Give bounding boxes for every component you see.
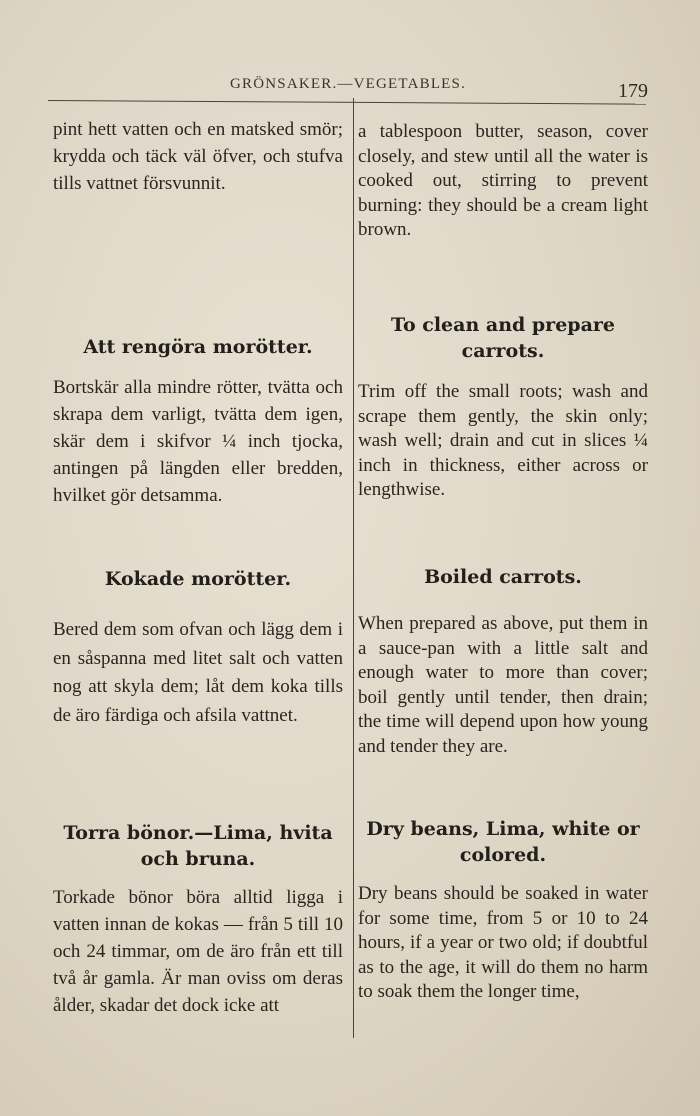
left-section-dry-beans xyxy=(53,820,343,872)
right-section-boiled-carrots xyxy=(358,564,648,590)
left-intro-block xyxy=(53,116,343,197)
left-section-boiled-carrots xyxy=(53,566,343,592)
running-head: GRÖNSAKER.—VEGETABLES. xyxy=(230,76,467,92)
left-intro-text: pint hett vatten och en matsked smör; krydda och täck väl öfver, och stufva tills vattnet försvunnit. xyxy=(53,119,343,194)
page-header xyxy=(48,74,652,104)
page-number: 179 xyxy=(618,80,648,102)
left-text-dry-beans: Torkade bönor böra alltid ligga i vatten innan de kokas — från 5 till 10 och 24 timmar, om de äro från ett till två år gamla. Är man oviss om deras ålder, skadar det dock icke att xyxy=(53,887,343,1016)
right-section-dry-beans xyxy=(358,816,648,868)
left-section-carrots-clean xyxy=(53,334,343,360)
left-text-boiled-carrots: Bered dem som ofvan och lägg dem i en såspanna med litet salt och vatten nog att skyla dem; låt dem koka tills de äro färdiga och afsila vattnet. xyxy=(53,619,343,726)
right-section-carrots-clean xyxy=(358,312,648,364)
right-heading-dry-beans: Dry beans, Lima, white or colored. xyxy=(366,818,640,866)
right-section-dry-beans-body xyxy=(358,882,648,1005)
right-text-dry-beans: Dry beans should be soaked in water for some time, from 5 or 10 to 24 hours, if a year or two old; if doubtful as to the age, it will do them no harm to soak them the longer time, xyxy=(358,883,648,1002)
right-section-boiled-carrots-body xyxy=(358,612,648,759)
right-heading-boiled-carrots: Boiled carrots. xyxy=(424,566,582,588)
left-text-clean-carrots: Bortskär alla mindre rötter, tvätta och skrapa dem varligt, tvätta dem igen, skär dem i skifvor ¼ inch tjocka, antingen på längden eller bredden, hvilket gör detsamma. xyxy=(53,377,343,506)
right-text-clean-carrots: Trim off the small roots; wash and scrape them gently, the skin only; wash well; drain and cut in slices ¼ inch in thickness, either across or lengthwise. xyxy=(358,381,648,500)
right-intro-text: a tablespoon butter, season, cover closely, and stew until all the water is cooked out, stirring to prevent burning: they should be a cream light brown. xyxy=(358,121,648,240)
right-intro-block xyxy=(358,120,648,243)
column-divider xyxy=(353,98,354,1038)
left-section-boiled-carrots-body xyxy=(53,616,343,730)
right-heading-clean-carrots: To clean and prepare carrots. xyxy=(391,314,615,362)
left-heading-boiled-carrots: Kokade morötter. xyxy=(104,568,292,590)
left-section-carrots-clean-body xyxy=(53,374,343,509)
left-heading-clean-carrots: Att rengöra morötter. xyxy=(83,336,313,358)
left-heading-dry-beans: Torra bönor.—Lima, hvita och bruna. xyxy=(63,822,333,870)
right-section-carrots-clean-body xyxy=(358,380,648,503)
right-text-boiled-carrots: When prepared as above, put them in a sauce-pan with a little salt and enough water to more than cover; boil gently until tender, then drain; the time will depend upon how young and tender they are. xyxy=(358,613,648,757)
left-section-dry-beans-body xyxy=(53,884,343,1019)
